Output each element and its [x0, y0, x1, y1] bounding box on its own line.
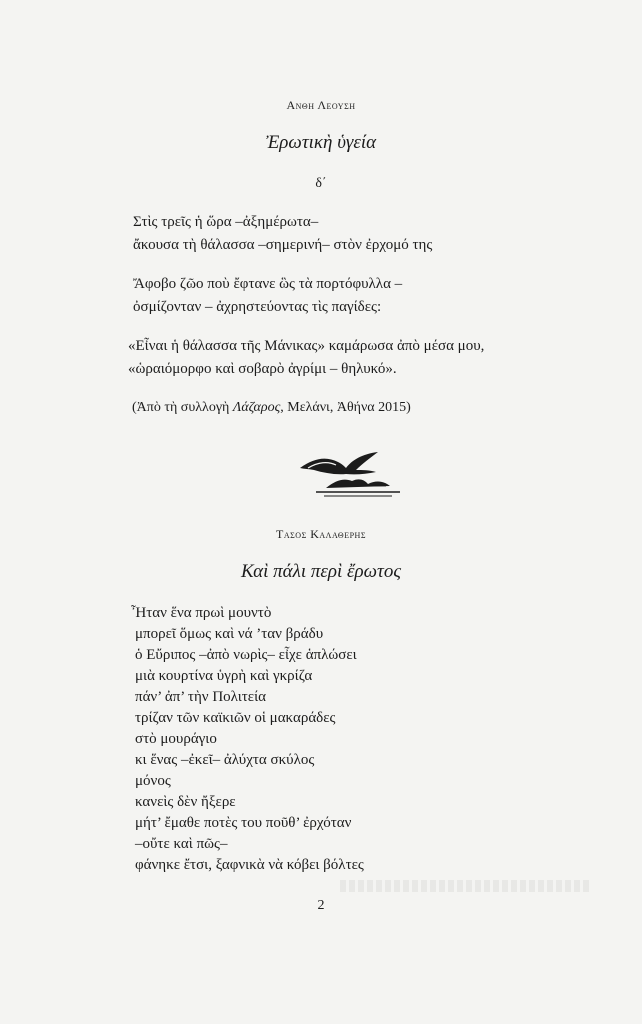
poem1-line: ὀσμίζονταν – ἀχρηστεύοντας τὶς παγίδες: — [133, 299, 382, 315]
poem2-line: μήτ’ ἔμαθε ποτὲς του ποῦθ’ ἐρχόταν — [135, 815, 352, 831]
poem2-line: πάν’ ἀπ’ τὴν Πολιτεία — [135, 689, 266, 705]
poem2-line: φάνηκε ἔτσι, ξαφνικὰ νὰ κόβει βόλτες — [135, 857, 364, 873]
poem2-title: Καὶ πάλι περὶ ἔρωτος — [240, 561, 402, 582]
seagull-ornament-icon — [296, 448, 408, 498]
poem2-line: –οὔτε καὶ πῶς– — [135, 836, 228, 852]
poem2-line: μόνος — [135, 773, 171, 789]
poem1-line: «Εἶναι ἡ θάλασσα τῆς Μάνικας» καμάρωσα ἀπὸ μέσα μου, — [128, 338, 485, 354]
poem1-line: Στὶς τρεῖς ἡ ὥρα –ἀξημέρωτα– — [133, 214, 319, 230]
poem2-line: ὁ Εὔριπος –ἀπὸ νωρὶς– εἶχε ἁπλώσει — [135, 647, 357, 663]
poem2-line: τρίζαν τῶν καϊκιῶν οἱ μακαράδες — [135, 710, 336, 726]
poem1-source — [132, 400, 411, 416]
poem1-line: Ἄφοβο ζῶο ποὺ ἔφτανε ὣς τὰ πορτόφυλλα – — [133, 276, 403, 292]
poem2-line: κανεὶς δὲν ἤξερε — [135, 794, 236, 810]
poem1-line: ἄκουσα τὴ θάλασσα –σημερινή– στὸν ἐρχομό της — [133, 237, 433, 253]
page-number: 2 — [317, 898, 325, 913]
poem1-title: Ἐρωτικὴ ὑγεία — [265, 132, 377, 153]
poem2-line: κι ἕνας –ἐκεῖ– ἀλύχτα σκύλος — [135, 752, 315, 768]
poem2-line: μιὰ κουρτίνα ὑγρὴ καὶ γκρίζα — [135, 668, 313, 684]
source-suffix: , Μελάνι, Ἀθήνα 2015) — [280, 400, 411, 415]
poem2-line: Ἦταν ἕνα πρωὶ μουντὸ — [131, 605, 272, 621]
poem2-line: στὸ μουράγιο — [135, 731, 217, 747]
poem2-author: Τασος Καλαθερης — [276, 527, 366, 541]
poem2-line: μπορεῖ ὅμως καὶ νά ’ταν βράδυ — [135, 626, 324, 642]
source-book-title: Λάζαρος — [232, 400, 281, 415]
show-through-smudge — [340, 880, 590, 892]
source-prefix: (Ἀπὸ τὴ συλλογὴ — [132, 400, 233, 415]
poem1-author: Ανθη Λεουση — [286, 98, 356, 112]
poem1-section-number: δ΄ — [315, 176, 327, 191]
poem1-line: «ὡραιόμορφο καὶ σοβαρὸ ἀγρίμι – θηλυκό». — [128, 361, 397, 377]
